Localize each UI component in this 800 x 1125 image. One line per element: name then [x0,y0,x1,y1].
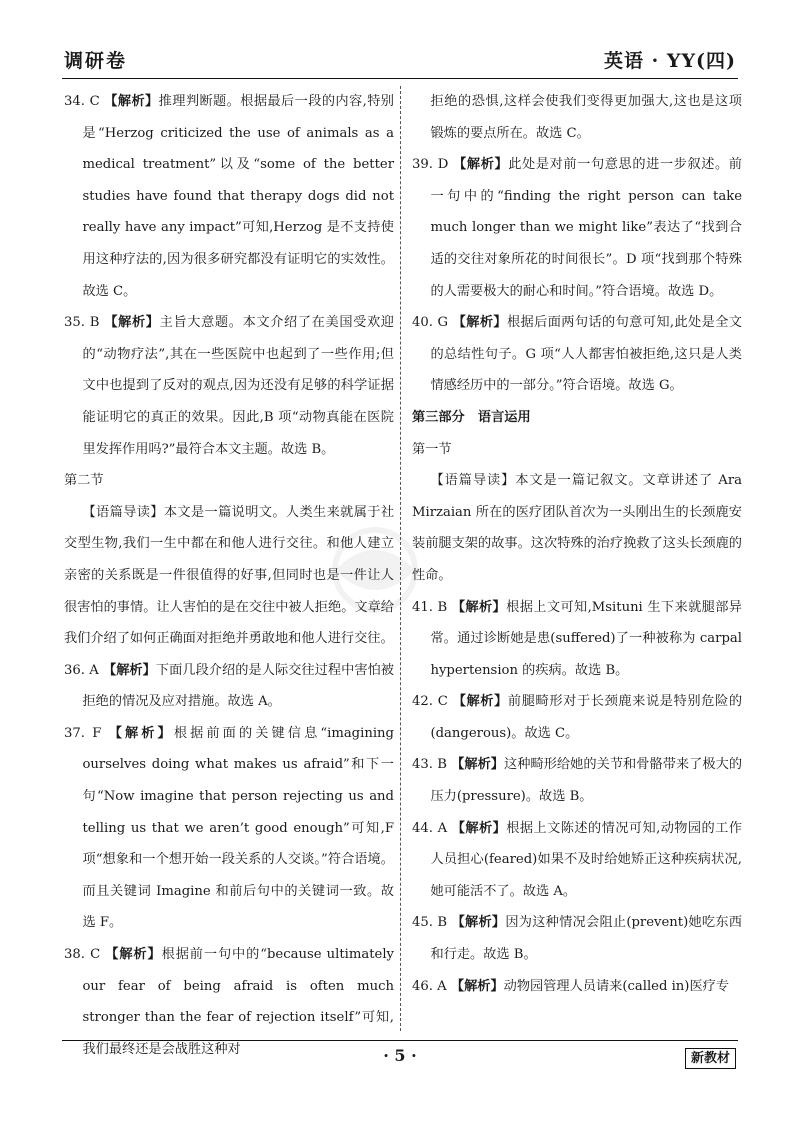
answer-number: 34. C [64,94,105,109]
right-column [412,86,742,1002]
analysis-tag: 【解析】 [104,315,160,331]
answer-explanation [412,149,742,307]
answer-explanation [412,307,742,402]
passage-intro [64,497,394,655]
intro-text: 本文是一篇记叙文。文章讲述了 Ara Mirzaian 所在的医疗团队首次为一头刚出生的长颈鹿安装前腿支架的故事。这次特殊的治疗挽救了这头长颈鹿的性命。 [412,473,742,583]
page-number: · 5 · [383,1046,417,1065]
answer-explanation [412,749,742,812]
analysis-tag: 【解析】 [104,94,159,109]
answer-number: 45. B [412,915,452,931]
analysis-tag: 【解析】 [451,915,506,931]
analysis-tag: 【解析】 [452,315,507,331]
answer-explanation [64,86,394,307]
answer-explanation [412,592,742,687]
answer-explanation [412,813,742,908]
analysis-tag: 【解析】 [452,694,508,710]
explanation-text: 根据后面两句话的句意可知,此处是全文的总结性句子。G 项“人人都害怕被拒绝,这只是人类情感经历中的一部分。”符合语境。故选 G。 [430,315,742,394]
explanation-text: 根据上文可知,Msituni 生下来就腿部异常。通过诊断她是患(suffered)了一种被称为 carpal hypertension 的疾病。故选 B。 [430,599,742,678]
section-heading: 第二节 [64,473,104,489]
explanation-text: 主旨大意题。本文介绍了在美国受欢迎的“动物疗法”,其在一些医院中也起到了一些作用;但文中也提到了反对的观点,因为还没有足够的科学证据能证明它的真正的效果。因此,B 项“动物真能在医院里发挥作用吗?”最符合本文主题。故选 B。 [82,315,394,457]
analysis-tag: 【解析】 [102,662,156,678]
left-column [64,86,394,1065]
explanation-text: 根据上文陈述的情况可知,动物园的工作人员担心(feared)如果不及时给她矫正这种疾病状况,她可能活不了。故选 A。 [430,820,742,899]
explanation-text: 因为这种情况会阻止(prevent)她吃东西和行走。故选 B。 [430,915,742,963]
analysis-tag: 【解析】 [451,757,505,773]
continued-text: 拒绝的恐惧,这样会使我们变得更加强大,这也是这项锻炼的要点所在。故选 C。 [430,94,742,141]
intro-text: 本文是一篇说明文。人类生来就属于社交型生物,我们一生中都在和他人进行交往。和他人建立亲密的关系既是一件很值得的好事,但同时也是一件让人很害怕的事情。让人害怕的是在交往中被人拒绝。文章给我们介绍了如何正确面对拒绝并勇敢地和他人进行交往。 [64,504,395,647]
answer-number: 42. C [412,694,453,710]
answer-number: 37. F [64,725,109,741]
explanation-text: 这种畸形给她的关节和骨骼带来了极大的压力(pressure)。故选 B。 [430,757,743,805]
section-heading: 第一节 [412,441,452,457]
answer-explanation [412,686,742,749]
explanation-text: 推理判断题。根据最后一段的内容,特别是“Herzog criticized the use of animals as a medical treatment”以及“some of the better studies have found that therapy dogs did not really have any impact”可知,Herzog 是不支持使用这种疗法的,因为很多研究都没有证明它的实效性。故选 C。 [82,94,394,299]
header-rule [62,78,738,79]
answer-number: 39. D [412,157,454,173]
answer-explanation [64,718,394,939]
answer-number: 40. G [412,315,453,331]
analysis-tag: 【解析】 [108,725,174,741]
answer-explanation [412,971,742,1003]
intro-tag: 【语篇导读】 [430,473,516,489]
header-title: 调研卷 [64,50,128,72]
explanation-text: 此处是对前一句意思的进一步叙述。前一句中的“finding the right person can take much longer than we might like”表达了“找到合适的交往对象所花的时间很长”。D 项“找到那个特殊的人需要极大的耐心和时间。”符合语境。故选 D。 [430,157,742,299]
passage-intro [412,465,742,591]
answer-number: 38. C [64,947,106,963]
header-subject: 英语 · YY(四) [604,50,736,72]
answer-number: 43. B [412,757,452,773]
explanation-text: 动物园管理人员请来(called in)医疗专 [503,978,730,994]
answer-number: 41. B [412,599,452,615]
analysis-tag: 【解析】 [451,820,507,836]
explanation-text: 根据前一句中的“because ultimately our fear of being afraid is often much stronger than the fear of rejection itself”可知,我们最终还是会战胜这种对 [82,947,394,1057]
explanation-text: 下面几段介绍的是人际交往过程中害怕被拒绝的情况及应对措施。故选 A。 [82,662,394,710]
footer-rule [62,1040,738,1041]
answer-number: 36. A [64,662,103,678]
answer-explanation [64,307,394,465]
analysis-tag: 【解析】 [450,978,504,994]
part-heading: 第三部分 语言运用 [412,409,531,425]
answer-number: 35. B [64,315,105,331]
answer-number: 44. A [412,820,452,836]
analysis-tag: 【解析】 [451,599,507,615]
analysis-tag: 【解析】 [453,157,509,173]
explanation-text: 前腿畸形对于长颈鹿来说是特别危险的(dangerous)。故选 C。 [430,694,743,741]
analysis-tag: 【解析】 [105,947,162,963]
edition-badge: 新教材 [685,1048,736,1069]
answer-number: 46. A [412,978,451,994]
answer-explanation [64,655,394,718]
intro-tag: 【语篇导读】 [82,504,164,520]
answer-explanation [412,907,742,970]
column-divider [400,86,401,1031]
explanation-text: 根据前面的关键信息“imagining ourselves doing what makes us afraid”和下一句“Now imagine that person rejecting us and telling us that we aren’t good enough”可知,F 项“想象和一个想开始一段关系的人交谈。”符合语境。而且关键词 Imagine 和前后句中的关键词一致。故选 F。 [82,725,394,931]
